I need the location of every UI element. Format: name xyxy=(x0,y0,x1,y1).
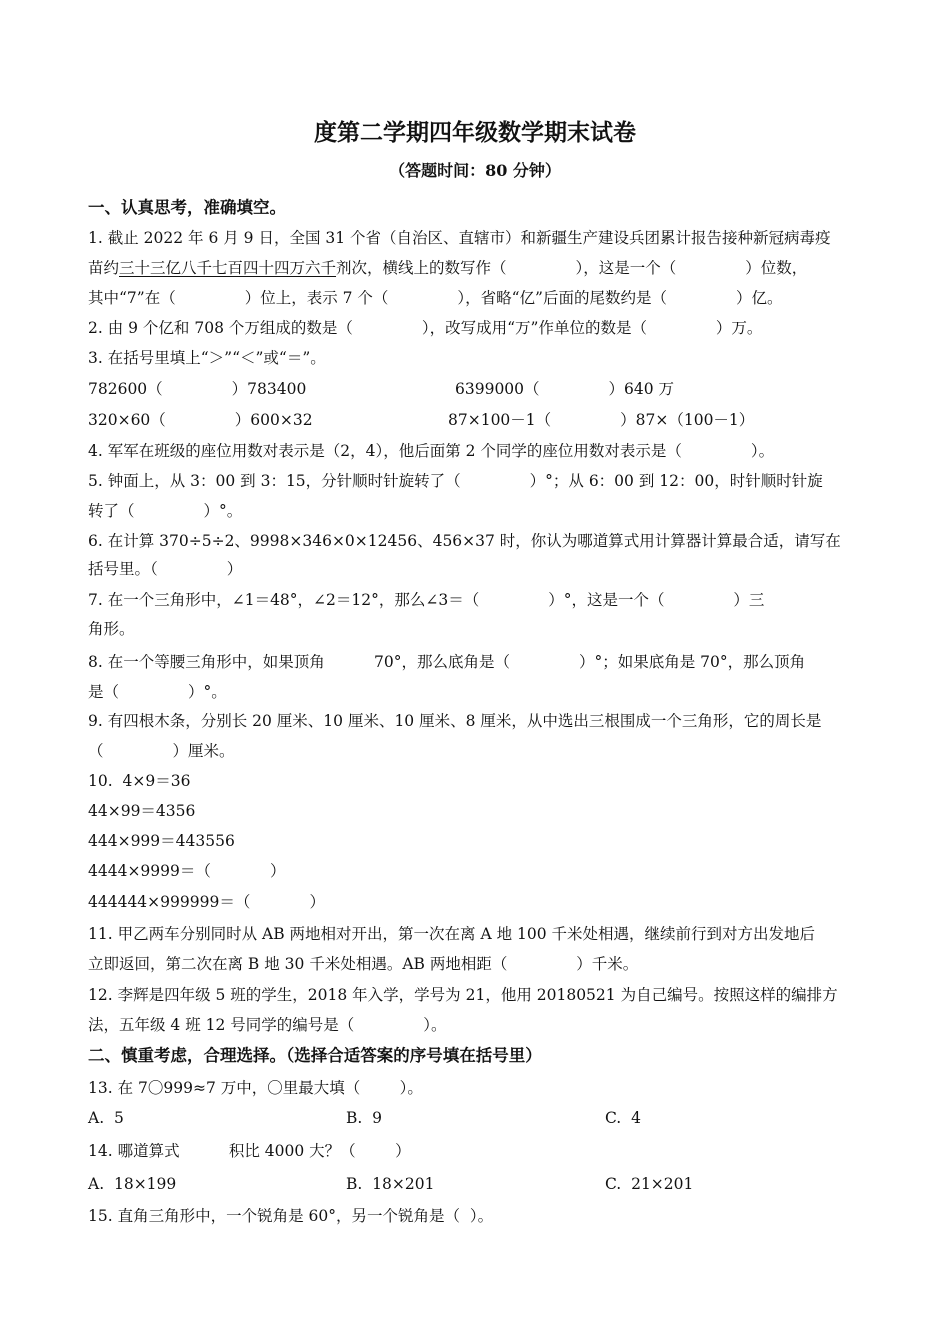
exam-subtitle: （答题时间：80 分钟） xyxy=(389,161,561,180)
q8-line-2: 是（ ）°。 xyxy=(88,683,227,701)
q4: 4. 军军在班级的座位用数对表示是（2，4），他后面第 2 个同学的座位用数对表示是（ ）。 xyxy=(88,442,775,460)
q2: 2. 由 9 个亿和 708 个万组成的数是（ ），改写成用“万”作单位的数是（ ）万。 xyxy=(88,319,763,337)
q3-item-a: 782600（ ）783400 xyxy=(88,380,307,398)
q11-line-1: 11. 甲乙两车分别同时从 AB 两地相对开出，第一次在离 A 地 100 千米处相遇，继续前行到对方出发地后 xyxy=(88,925,816,943)
q5-line-1: 5. 钟面上，从 3：00 到 3：15，分针顺时针旋转了（ ）°；从 6：00 到 12：00，时针顺时针旋 xyxy=(88,472,823,490)
q1-line-3: 其中“7”在（ ）位上，表示 7 个（ ），省略“亿”后面的尾数约是（ ）亿。 xyxy=(88,289,783,307)
section-1-heading: 一、认真思考，准确填空。 xyxy=(88,198,286,217)
q9-line-1: 9. 有四根木条，分别长 20 厘米、10 厘米、10 厘米、8 厘米，从中选出三根围成一个三角形，它的周长是 xyxy=(88,712,822,730)
q13-option-b: B. 9 xyxy=(346,1109,383,1127)
q3-intro: 3. 在括号里填上“＞”“＜”或“＝”。 xyxy=(88,349,326,367)
q15: 15. 直角三角形中，一个锐角是 60°，另一个锐角是（ ）。 xyxy=(88,1207,494,1225)
q6-line-2: 括号里。（ ） xyxy=(88,560,243,578)
q12-line-2: 法，五年级 4 班 12 号同学的编号是（ ）。 xyxy=(88,1016,447,1034)
q1-prefix: 苗约 xyxy=(88,259,120,277)
q7-line-2: 角形。 xyxy=(88,620,135,638)
q1-line-2 xyxy=(88,258,807,278)
q3-item-b: 6399000（ ）640 万 xyxy=(455,380,675,398)
q13-option-c: C. 4 xyxy=(605,1109,641,1127)
q14-option-a: A. 18×199 xyxy=(88,1175,177,1193)
q10-line-5: 444444×999999＝（ ） xyxy=(88,893,325,911)
q1-underlined-number: 三十三亿八千七百四十四万六千 xyxy=(119,259,337,277)
section-2-heading: 二、慎重考虑，合理选择。（选择合适答案的序号填在括号里） xyxy=(88,1046,542,1065)
q6-line-1: 6. 在计算 370÷5÷2、9998×346×0×12456、456×37 时，你认为哪道算式用计算器计算最合适，请写在 xyxy=(88,532,841,550)
q7-line-1: 7. 在一个三角形中，∠1＝48°，∠2＝12°，那么∠3＝（ ）°，这是一个（ ）三 xyxy=(88,591,765,609)
q1-suffix: 剂次，横线上的数写作（ ），这是一个（ ）位数， xyxy=(336,259,808,277)
q14-option-b: B. 18×201 xyxy=(346,1175,435,1193)
q13-option-a: A. 5 xyxy=(88,1109,124,1127)
exam-title: 度第二学期四年级数学期末试卷 xyxy=(314,119,636,146)
q10-line-3: 444×999＝443556 xyxy=(88,832,235,850)
q10-line-1: 10. 4×9＝36 xyxy=(88,772,191,790)
q10-line-2: 44×99＝4356 xyxy=(88,802,196,820)
q13-stem: 13. 在 7〇999≈7 万中，〇里最大填（ ）。 xyxy=(88,1079,423,1097)
q3-item-d: 87×100－1（ ）87×（100－1） xyxy=(448,411,755,429)
q14-option-c: C. 21×201 xyxy=(605,1175,694,1193)
q1-line-1: 1. 截止 2022 年 6 月 9 日，全国 31 个省（自治区、直辖市）和新疆生产建设兵团累计报告接种新冠病毒疫 xyxy=(88,229,831,247)
q11-line-2: 立即返回，第二次在离 B 地 30 千米处相遇。AB 两地相距（ ）千米。 xyxy=(88,955,639,973)
q3-item-c: 320×60（ ）600×32 xyxy=(88,411,313,429)
q8-line-1: 8. 在一个等腰三角形中，如果顶角 70°，那么底角是（ ）°；如果底角是 70°，那么顶角 xyxy=(88,653,806,671)
q9-line-2: （ ）厘米。 xyxy=(88,742,235,760)
q5-line-2: 转了（ ）°。 xyxy=(88,502,243,520)
q10-line-4: 4444×9999＝（ ） xyxy=(88,862,286,880)
q14-stem: 14. 哪道算式 积比 4000 大？（ ） xyxy=(88,1142,411,1160)
q12-line-1: 12. 李辉是四年级 5 班的学生，2018 年入学，学号为 21，他用 20180521 为自己编号。按照这样的编排方 xyxy=(88,986,838,1004)
